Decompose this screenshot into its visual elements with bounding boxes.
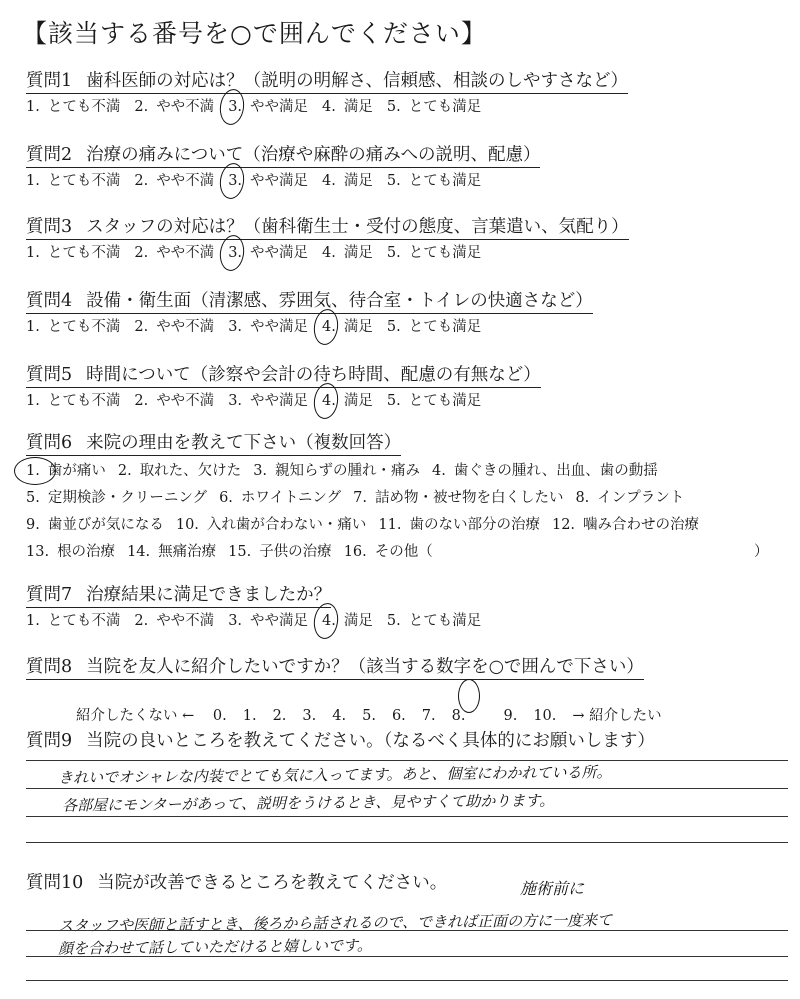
question-7-header — [26, 584, 331, 608]
scale-value[interactable]: 3. — [302, 708, 317, 724]
option-label: 満足 — [343, 245, 373, 261]
q7-options — [26, 611, 495, 631]
reason-option[interactable] — [26, 488, 207, 508]
option-label: 満足 — [343, 613, 373, 629]
option-number: 11. — [378, 517, 402, 533]
answer-line — [26, 980, 788, 981]
rating-options — [26, 171, 495, 191]
option-number: 5. — [386, 319, 401, 335]
question-text: 当院を友人に紹介したいですか？（該当する数字を○で囲んで下さい） — [86, 657, 644, 677]
option-label: やや不満 — [156, 245, 215, 261]
option-label: 歯並びが気になる — [47, 517, 164, 533]
question-text: 当院が改善できるところを教えてください。 — [97, 873, 448, 893]
q10-insert-note: 施術前に — [520, 879, 585, 898]
option-label: 入れ歯が合わない・痛い — [206, 517, 367, 533]
option-label: 歯が痛い — [47, 463, 106, 479]
reason-option[interactable] — [127, 542, 216, 562]
question-label: 質問10 — [26, 873, 84, 893]
rating-option-4[interactable] — [322, 611, 373, 631]
rating-option-3[interactable] — [228, 243, 308, 263]
answer-line — [26, 930, 788, 931]
other-close-paren: ） — [754, 544, 769, 560]
option-number: 3. — [228, 99, 243, 115]
option-number: 1. — [26, 463, 40, 479]
option-number: 2. — [117, 463, 132, 479]
option-label: ホワイトニング — [240, 490, 342, 506]
option-label: とても不満 — [47, 245, 121, 261]
rating-option-4[interactable] — [322, 243, 373, 263]
option-label: 親知らずの腫れ・痛み — [275, 463, 421, 479]
rating-option-5[interactable] — [387, 97, 481, 117]
option-label: とても満足 — [408, 393, 482, 409]
answer-line — [26, 956, 788, 957]
option-number: 5. — [26, 490, 40, 506]
option-number: 3. — [228, 173, 243, 189]
question-text: 治療結果に満足できましたか？ — [86, 585, 332, 605]
reason-option[interactable] — [26, 515, 164, 535]
selected-circle — [458, 679, 480, 713]
option-label: とても不満 — [47, 319, 121, 335]
option-label: やや満足 — [250, 319, 309, 335]
question-6-header — [26, 432, 401, 456]
option-number: 15. — [228, 544, 252, 560]
rating-option-2[interactable] — [134, 611, 214, 631]
option-label: やや不満 — [156, 173, 215, 189]
rating-option-1[interactable] — [26, 317, 120, 337]
rating-option-1[interactable] — [26, 243, 120, 263]
rating-option-2[interactable] — [134, 391, 214, 411]
rating-option-4[interactable] — [322, 317, 373, 337]
rating-option-1[interactable] — [26, 171, 120, 191]
q9-answer-line-1: きれいでオシャレな内装でとても気に入ってます。あと、個室にわかれている所。 — [57, 763, 612, 787]
question-3-header — [26, 216, 629, 240]
answer-line — [26, 788, 788, 789]
q6-row — [26, 461, 670, 481]
option-number: 4. — [322, 99, 336, 115]
reason-option[interactable] — [552, 515, 699, 535]
q6-row — [26, 515, 711, 535]
option-number: 3. — [253, 463, 268, 479]
rating-option-4[interactable] — [322, 97, 373, 117]
option-number: 2. — [134, 99, 149, 115]
scale-value[interactable]: 9. — [503, 708, 518, 724]
option-number: 5. — [386, 393, 401, 409]
rating-option-5[interactable] — [387, 171, 481, 191]
option-number: 10. — [175, 517, 199, 533]
option-label: 歯のない部分の治療 — [409, 517, 540, 533]
question-4-header — [26, 290, 593, 314]
option-label: とても満足 — [408, 245, 482, 261]
rating-option-2[interactable] — [134, 171, 214, 191]
option-label: 満足 — [343, 319, 373, 335]
option-number: 1. — [26, 319, 40, 335]
reason-option[interactable] — [253, 461, 420, 481]
scale-value[interactable]: 8. — [452, 686, 488, 724]
option-label: とても満足 — [408, 319, 482, 335]
scale-value[interactable]: 0. — [212, 708, 227, 724]
option-label: とても不満 — [47, 173, 121, 189]
option-label: 取れた、欠けた — [139, 463, 242, 479]
option-number: 8. — [575, 490, 590, 506]
reason-option[interactable] — [176, 515, 367, 535]
option-number: 3. — [228, 613, 243, 629]
answer-line — [26, 816, 788, 817]
question-label: 質問1 — [26, 71, 73, 91]
question-text: 治療の痛みについて（治療や麻酔の痛みへの説明、配慮） — [86, 145, 541, 165]
rating-option-3[interactable] — [228, 391, 308, 411]
rating-option-3[interactable] — [228, 611, 308, 631]
q9-answer-line-2: 各部屋にモンターがあって、説明をうけるとき、見やすくて助かります。 — [61, 791, 555, 815]
option-number: 1. — [26, 99, 40, 115]
option-label: やや満足 — [250, 245, 309, 261]
option-label: 根の治療 — [57, 544, 116, 560]
question-8-header — [26, 656, 644, 680]
question-1-header — [26, 70, 628, 94]
q10-answer-line-2: 顔を合わせて話していただけると嬉しいです。 — [57, 936, 372, 958]
option-number: 4. — [322, 613, 336, 629]
option-number: 5. — [386, 245, 401, 261]
scale-value[interactable]: 5. — [362, 708, 376, 724]
option-number: 3. — [228, 319, 243, 335]
rating-option-4[interactable] — [322, 171, 373, 191]
page-title: 【該当する番号を○で囲んでください】 — [22, 19, 487, 48]
option-number: 1. — [26, 173, 40, 189]
option-number: 2. — [134, 173, 149, 189]
question-label: 質問2 — [26, 145, 73, 165]
option-label: やや満足 — [250, 393, 309, 409]
option-number: 1. — [26, 393, 40, 409]
option-number: 4. — [322, 245, 336, 261]
reason-option[interactable] — [378, 515, 540, 535]
option-number: 3. — [228, 393, 243, 409]
option-number: 5. — [386, 613, 401, 629]
question-text: スタッフの対応は？（歯科衛生士・受付の態度、言葉遣い、気配り） — [86, 217, 629, 237]
option-number: 2. — [134, 245, 149, 261]
scale-value[interactable]: 7. — [421, 708, 436, 724]
reason-option[interactable] — [118, 461, 241, 481]
reason-option[interactable] — [353, 488, 563, 508]
rating-option-2[interactable] — [134, 243, 214, 263]
option-number: 2. — [134, 613, 149, 629]
question-5-header — [26, 364, 541, 388]
option-label: とても不満 — [47, 99, 121, 115]
option-number: 4. — [432, 463, 446, 479]
option-label: とても不満 — [47, 393, 121, 409]
question-text: 時間について（診察や会計の待ち時間、配慮の有無など） — [86, 365, 541, 385]
rating-option-2[interactable] — [134, 97, 214, 117]
option-label: やや不満 — [156, 99, 215, 115]
rating-option-1[interactable] — [26, 391, 120, 411]
option-number: 1. — [26, 613, 40, 629]
rating-options — [26, 243, 495, 263]
rating-option-5[interactable] — [387, 611, 481, 631]
rating-option-4[interactable] — [322, 391, 373, 411]
answer-line — [26, 842, 788, 843]
option-number: 13. — [26, 544, 50, 560]
reason-option[interactable] — [575, 488, 684, 508]
answer-line — [26, 760, 788, 761]
q6-row — [26, 488, 696, 508]
option-label: 無痛治療 — [158, 544, 217, 560]
option-label: やや満足 — [250, 613, 309, 629]
q10-answer-line-1: スタッフや医師と話すとき、後ろから話されるので、できれば正面の方に一度来て — [57, 911, 613, 935]
question-label: 質問6 — [26, 433, 73, 453]
selected-circle — [14, 457, 56, 485]
option-number: 4. — [322, 319, 336, 335]
option-number: 16. — [343, 544, 367, 560]
q8-scale — [76, 686, 800, 725]
option-number: 4. — [322, 173, 336, 189]
question-2-header — [26, 144, 540, 168]
option-label: 満足 — [343, 99, 373, 115]
question-text: 当院の良いところを教えてください。（なるべく具体的にお願いします） — [86, 731, 655, 751]
option-label: インプラント — [597, 490, 685, 506]
option-number: 2. — [134, 319, 149, 335]
reason-option[interactable] — [228, 542, 332, 562]
option-label: やや不満 — [156, 319, 215, 335]
option-label: 歯ぐきの腫れ、出血、歯の動揺 — [453, 463, 658, 479]
rating-option-1[interactable] — [26, 611, 120, 631]
option-number: 3. — [228, 245, 243, 261]
option-number: 6. — [219, 490, 233, 506]
scale-value[interactable]: 1. — [242, 708, 257, 724]
option-label: やや不満 — [156, 613, 215, 629]
scale-value[interactable]: 10. — [533, 708, 557, 724]
option-number: 4. — [322, 393, 336, 409]
rating-options — [26, 317, 495, 337]
reason-option[interactable] — [26, 461, 106, 481]
option-label: とても満足 — [408, 173, 482, 189]
question-text: 設備・衛生面（清潔感、雰囲気、待合室・トイレの快適さなど） — [86, 291, 593, 311]
option-number: 2. — [134, 393, 149, 409]
reason-option[interactable] — [26, 542, 115, 562]
option-label: 詰め物・被せ物を白くしたい — [374, 490, 564, 506]
rating-option-5[interactable] — [387, 243, 481, 263]
rating-option-5[interactable] — [387, 317, 481, 337]
rating-option-3[interactable] — [228, 317, 308, 337]
rating-option-2[interactable] — [134, 317, 214, 337]
rating-option-3[interactable] — [228, 97, 308, 117]
scale-value[interactable]: 6. — [391, 708, 406, 724]
rating-option-1[interactable] — [26, 97, 120, 117]
option-number: 1. — [26, 245, 40, 261]
question-label: 質問4 — [26, 291, 73, 311]
rating-options — [26, 391, 495, 411]
option-label: やや不満 — [156, 393, 215, 409]
question-10-header — [26, 872, 447, 895]
question-9-header — [26, 730, 655, 753]
option-number: 9. — [26, 517, 40, 533]
scale-value[interactable]: 2. — [272, 708, 287, 724]
option-label: 定期検診・クリーニング — [47, 490, 208, 506]
rating-option-3[interactable] — [228, 171, 308, 191]
scale-value[interactable]: 4. — [332, 708, 347, 724]
rating-options — [26, 97, 495, 117]
option-number: 12. — [551, 517, 576, 533]
reason-option[interactable] — [432, 461, 658, 481]
option-number: 7. — [353, 490, 367, 506]
question-label: 質問9 — [26, 731, 73, 751]
question-label: 質問3 — [26, 217, 73, 237]
option-label: とても満足 — [408, 613, 482, 629]
reason-option[interactable] — [344, 542, 433, 562]
option-number: 14. — [127, 544, 151, 560]
option-label: 満足 — [343, 393, 373, 409]
question-label: 質問8 — [26, 657, 73, 677]
scale-right-label: → 紹介したい — [572, 708, 662, 724]
option-number: 5. — [386, 173, 401, 189]
option-label: 噛み合わせの治療 — [583, 517, 700, 533]
option-label: 満足 — [343, 173, 373, 189]
option-label: とても不満 — [47, 613, 121, 629]
question-label: 質問7 — [26, 585, 73, 605]
option-label: その他（ — [374, 544, 433, 560]
question-text: 歯科医師の対応は？（説明の明解さ、信頼感、相談のしやすさなど） — [86, 71, 628, 91]
option-label: 子供の治療 — [259, 544, 332, 560]
option-label: やや満足 — [250, 99, 309, 115]
q6-row — [26, 542, 769, 562]
scale-left-label: 紹介したくない ← — [76, 708, 195, 724]
option-number: 5. — [386, 99, 401, 115]
question-text: 来院の理由を教えて下さい（複数回答） — [86, 433, 402, 453]
question-label: 質問5 — [26, 365, 73, 385]
rating-option-5[interactable] — [387, 391, 481, 411]
option-label: やや満足 — [250, 173, 309, 189]
option-label: とても満足 — [408, 99, 482, 115]
reason-option[interactable] — [219, 488, 341, 508]
